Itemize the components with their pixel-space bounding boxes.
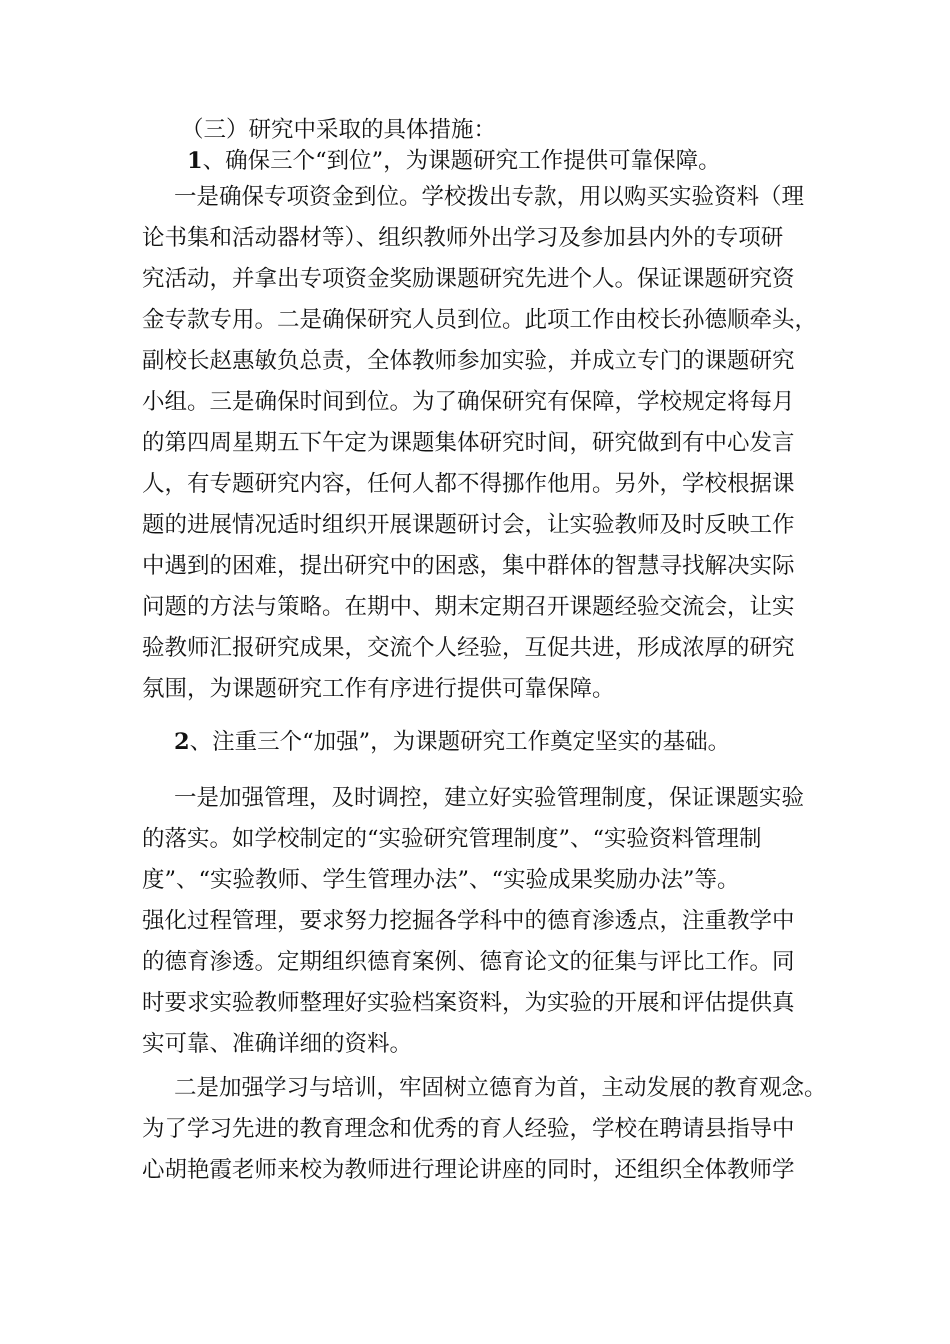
paragraph-line: 一是确保专项资金到位。学校拨出专款，用以购买实验资料（理 xyxy=(174,184,805,210)
paragraph-line: 题的进展情况适时组织开展课题研讨会，让实验教师及时反映工作 xyxy=(142,512,795,538)
paragraph-line: 中遇到的困难，提出研究中的困惑，集中群体的智慧寻找解决实际 xyxy=(142,553,795,579)
paragraph-line: 的第四周星期五下午定为课题集体研究时间，研究做到有中心发言 xyxy=(142,430,795,456)
paragraph-line: 人，有专题研究内容，任何人都不得挪作他用。另外，学校根据课 xyxy=(142,471,795,497)
paragraph-line: 究活动，并拿出专项资金奖励课题研究先进个人。保证课题研究资 xyxy=(142,266,795,292)
item-1-number: 1 xyxy=(187,148,203,174)
item-2-heading xyxy=(174,731,730,754)
paragraph-line: 问题的方法与策略。在期中、期末定期召开课题经验交流会，让实 xyxy=(142,594,795,620)
paragraph-line: 为了学习先进的教育理念和优秀的育人经验，学校在聘请县指导中 xyxy=(142,1116,795,1142)
paragraph-line: 时要求实验教师整理好实验档案资料，为实验的开展和评估提供真 xyxy=(142,990,795,1016)
item-2-number: 2 xyxy=(174,729,190,755)
paragraph-line: 副校长赵惠敏负总责，全体教师参加实验，并成立专门的课题研究 xyxy=(142,348,795,374)
paragraph-line: 金专款专用。二是确保研究人员到位。此项工作由校长孙德顺牵头， xyxy=(142,307,818,333)
item-2-text: 、注重三个“加强”，为课题研究工作奠定坚实的基础。 xyxy=(189,729,731,755)
paragraph-line: 一是加强管理，及时调控，建立好实验管理制度，保证课题实验 xyxy=(174,785,805,811)
paragraph-line: 小组。三是确保时间到位。为了确保研究有保障，学校规定将每月 xyxy=(142,389,795,415)
paragraph-line: 验教师汇报研究成果，交流个人经验，互促共进，形成浓厚的研究 xyxy=(142,635,795,661)
item-1-heading xyxy=(187,150,721,173)
paragraph-line: 的落实。如学校制定的“实验研究管理制度”、“实验资料管理制 xyxy=(142,826,762,852)
paragraph-line: 心胡艳霞老师来校为教师进行理论讲座的同时，还组织全体教师学 xyxy=(142,1157,795,1183)
section-heading: （三）研究中采取的具体措施： xyxy=(181,117,497,143)
paragraph-line: 的德育渗透。定期组织德育案例、德育论文的征集与评比工作。同 xyxy=(142,949,795,975)
paragraph-line: 氛围，为课题研究工作有序进行提供可靠保障。 xyxy=(142,676,615,702)
paragraph-line: 实可靠、准确详细的资料。 xyxy=(142,1031,413,1057)
paragraph-line: 二是加强学习与培训，牢固树立德育为首，主动发展的教育观念。 xyxy=(174,1075,827,1101)
paragraph-line: 论书集和活动器材等）、组织教师外出学习及参加县内外的专项研 xyxy=(142,225,784,251)
paragraph-line: 度”、“实验教师、学生管理办法”、“实验成果奖励办法”等。 xyxy=(142,867,740,893)
item-1-text: 、确保三个“到位”，为课题研究工作提供可靠保障。 xyxy=(202,148,721,174)
paragraph-line: 强化过程管理，要求努力挖掘各学科中的德育渗透点，注重教学中 xyxy=(142,908,795,934)
